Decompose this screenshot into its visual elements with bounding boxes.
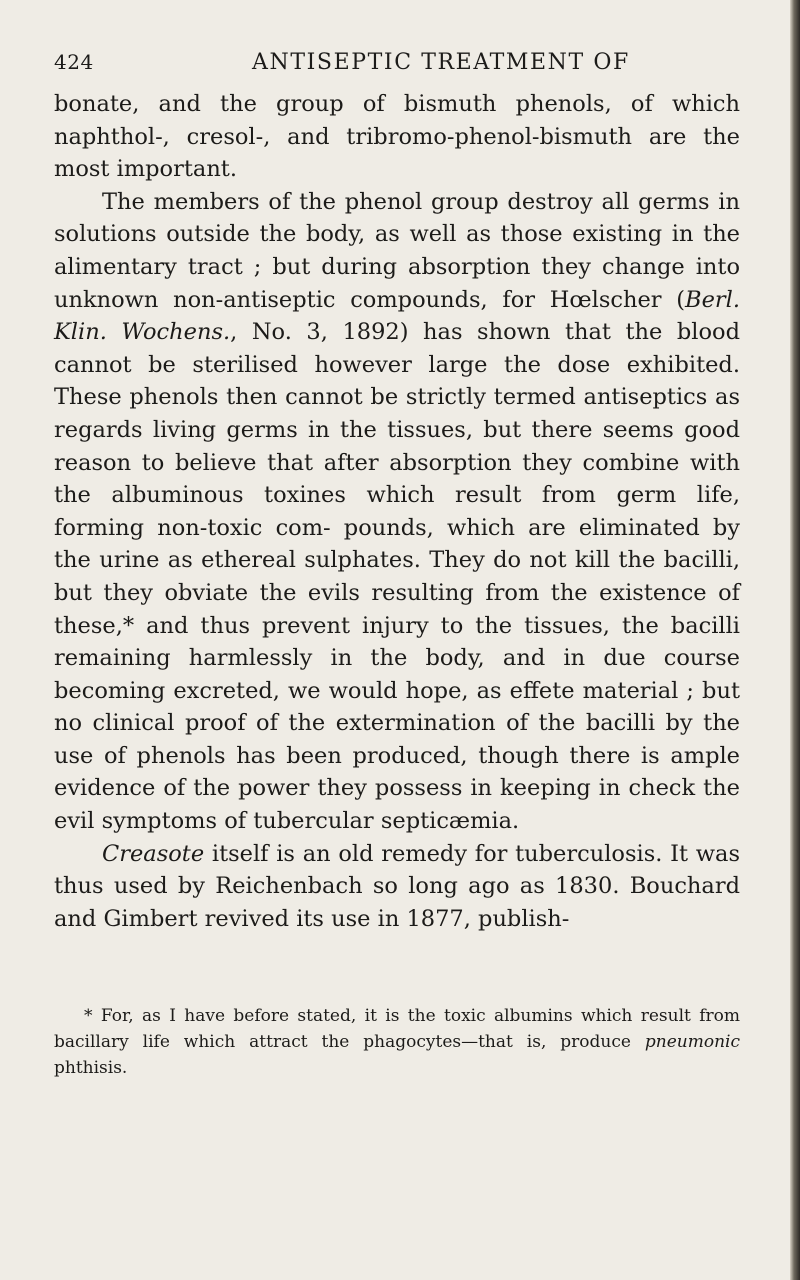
text-run: itself is an old remedy for tuberculosis. It was thus used by Reichenbach so long ago as 1830. Bouchard and Gimbert revived its use in 1877, publish-: [54, 840, 740, 932]
page-header: [54, 50, 744, 84]
paragraph-3: [54, 838, 740, 936]
page-edge-shadow: [790, 0, 800, 1280]
text-run: , No. 3, 1892) has shown that the blood cannot be sterilised however large the dose exhibited. These phenols then cannot be strictly termed antiseptics as regards living germs in the tissues, but there seems good reason to believe that after absorption they combine with the albuminous toxines which result from germ life, forming non-toxic com- pounds, which are eliminated by the urine as ethereal sulphates. They do not kill the bacilli, but they obviate the evils resulting from the existence of these,* and thus prevent injury to the tissues, the bacilli remaining harmlessly in the body, and in due course becoming excreted, we would hope, as effete material ; but no clinical proof of the extermination of the bacilli by the use of phenols has been produced, though there is ample evidence of the power they possess in keeping in check the evil symptoms of tubercular septicæmia.: [54, 319, 740, 835]
creasote-term: Creasote: [102, 840, 205, 867]
page-number: 424: [54, 50, 94, 74]
footnote: [54, 1003, 740, 1081]
paragraph-2: [54, 186, 740, 838]
text-run: * For, as I have before stated, it is the toxic albumins which result from bacillary life which attract the phagocytes—that is, produce: [54, 1006, 740, 1052]
pneumonic-term: pneumonic: [644, 1032, 740, 1052]
paragraph-1: [54, 88, 740, 186]
text-run: The members of the phenol group destroy all germs in solutions outside the body, as well as those existing in the alimentary tract ; but during absorption they change into unknown non-antiseptic compounds, for Hœlscher (: [54, 188, 740, 313]
running-title: ANTISEPTIC TREATMENT OF: [252, 50, 630, 75]
text-run: phthisis.: [54, 1058, 128, 1078]
journal-citation: Berl. Klin. Wochens.: [54, 286, 740, 346]
body-text: [54, 88, 740, 935]
text-run: bonate, and the group of bismuth phenols, of which naphthol-, cresol-, and tribromo-phenol-bismuth are the most important.: [54, 91, 740, 183]
